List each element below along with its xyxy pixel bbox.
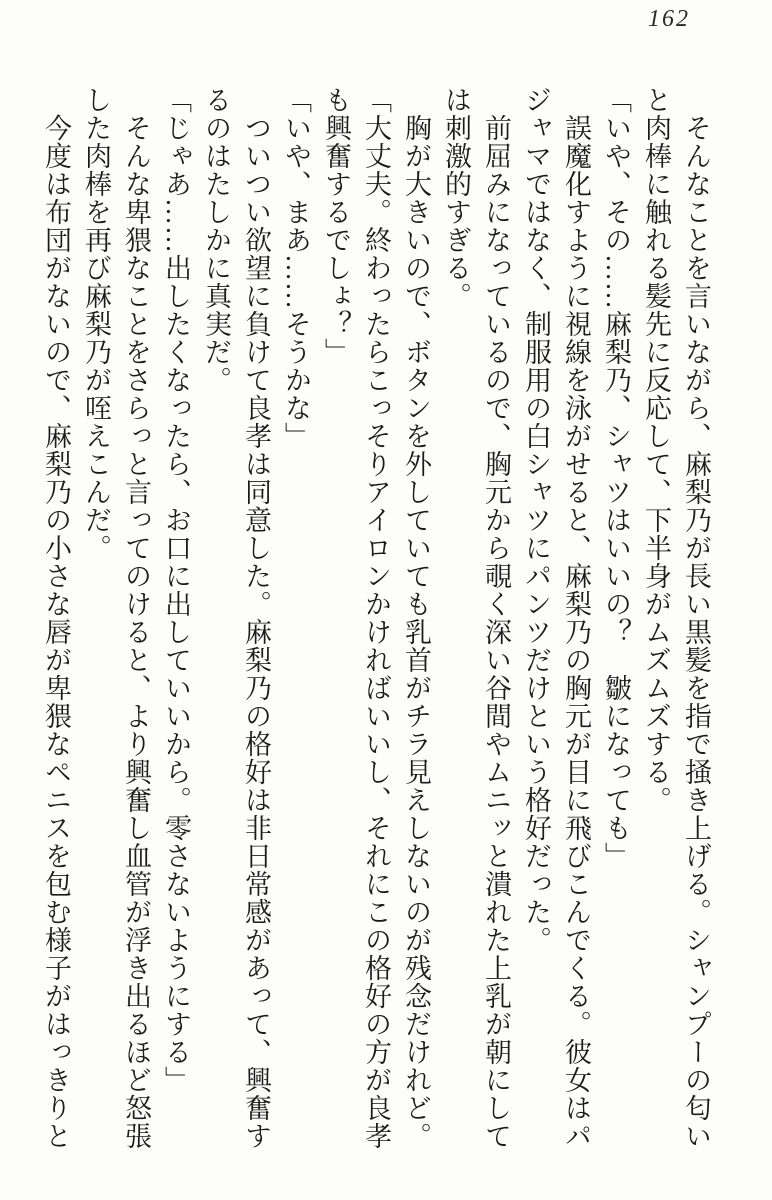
text-line: 誤魔化すように視線を泳がせると、麻梨乃の胸元が目に飛びこんでくる。彼女はパ [561,86,591,1150]
text-line: 胸が大きいので、ボタンを外していても乳首がチラ見えしないのが残念だけれど。 [401,86,431,1150]
text-line: そんなことを言いながら、麻梨乃が長い黒髪を指で掻き上げる。シャンプーの匂い [681,86,711,1150]
text-line: も興奮するでしょ？」 [321,86,351,366]
text-line: ジャマではなく、制服用の白シャツにパンツだけという格好だった。 [521,86,551,954]
text-line: 「大丈夫。終わったらこっそりアイロンかければいいし、それにこの格好の方が良孝 [361,86,391,1150]
text-line: るのはたしかに真実だ。 [201,86,231,394]
text-line: 「じゃあ……出したくなったら、お口に出していいから。零さないようにする」 [161,86,191,1094]
text-line: 「いや、まあ……そうかな」 [281,86,311,450]
text-line: は刺激的すぎる。 [441,86,471,310]
text-line: そんな卑猥なことをさらっと言ってのけると、より興奮し血管が浮き出るほど怒張 [121,86,151,1150]
text-line: 今度は布団がないので、麻梨乃の小さな唇が卑猥なペニスを包む様子がはっきりと [41,86,71,1150]
text-line: 前屈みになっているので、胸元から覗く深い谷間やムニッと潰れた上乳が朝にして [481,86,511,1150]
text-line: ついつい欲望に負けて良孝は同意した。麻梨乃の格好は非日常感があって、興奮す [241,86,271,1150]
text-line: と肉棒に触れる髪先に反応して、下半身がムズムズする。 [641,86,671,814]
page-number: 162 [648,6,690,32]
text-block [36,86,716,1154]
text-line: した肉棒を再び麻梨乃が咥えこんだ。 [81,86,111,562]
text-line: 「いや、その……麻梨乃、シャツはいいの？ 皺になっても」 [601,86,631,870]
